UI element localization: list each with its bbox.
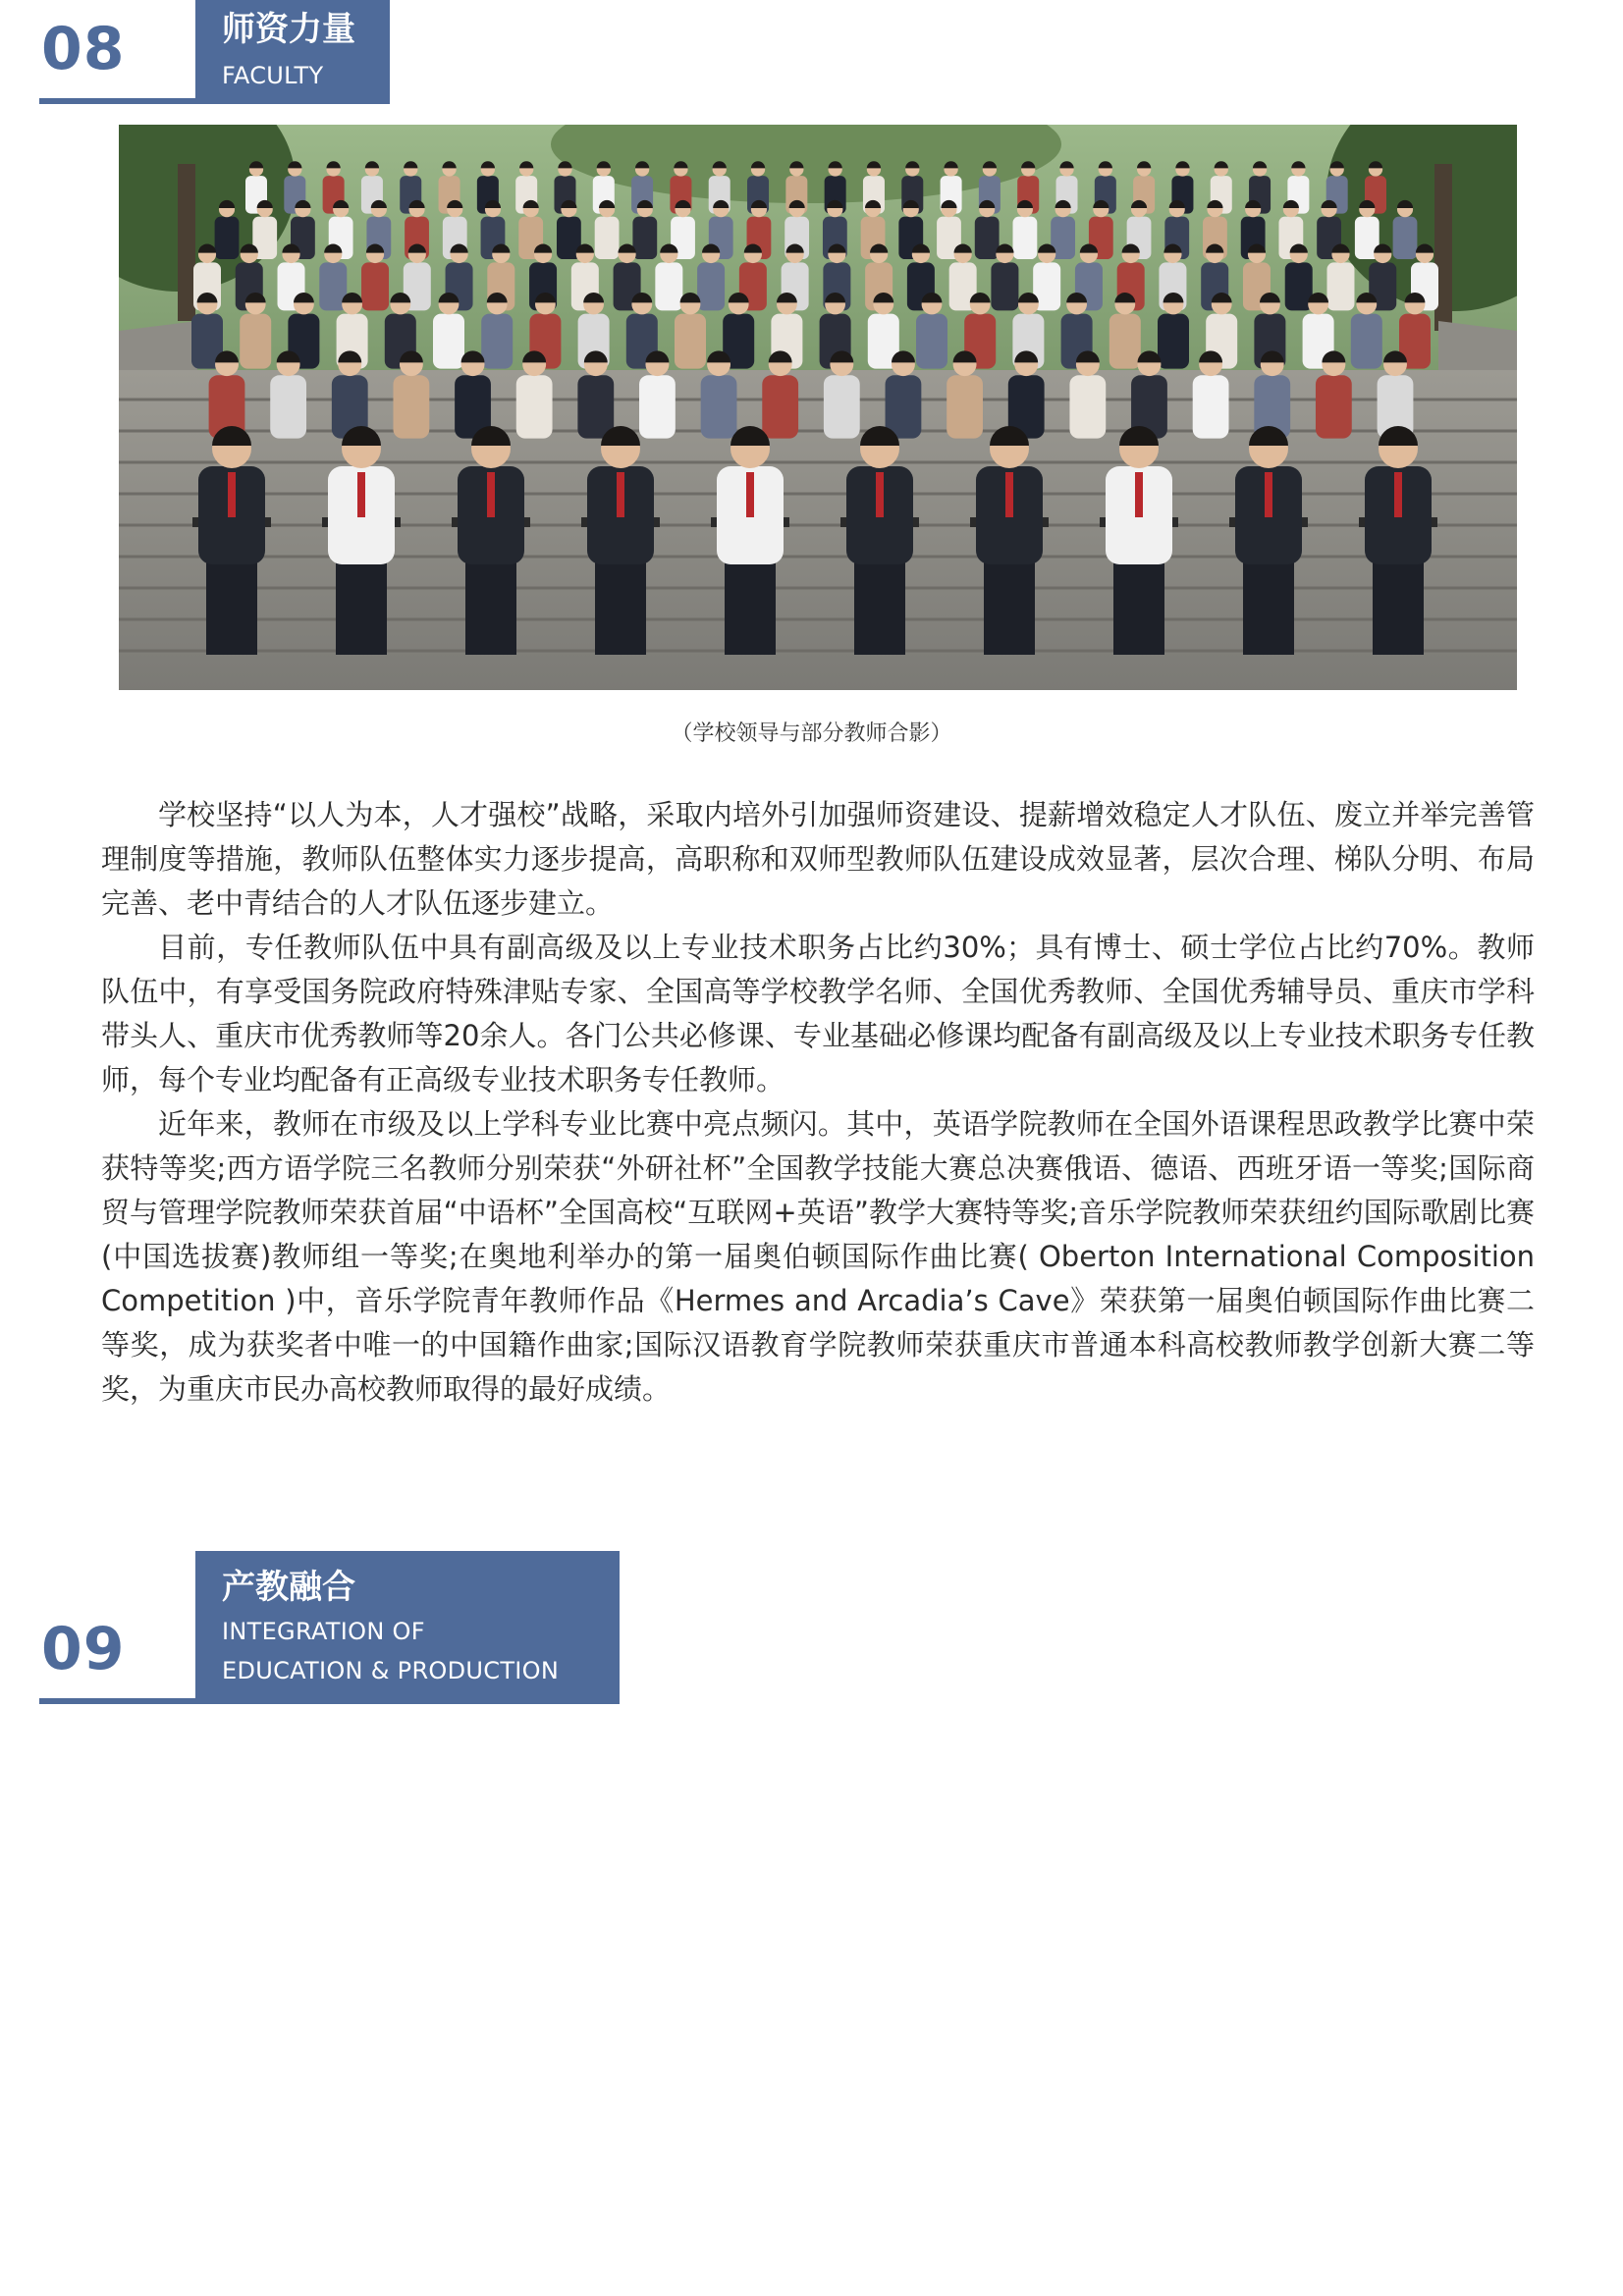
person-legs — [854, 557, 905, 655]
person-body — [1393, 217, 1418, 259]
person-legs — [725, 557, 776, 655]
person-legs — [336, 557, 387, 655]
person-body — [947, 375, 983, 438]
person-tie — [357, 472, 365, 517]
person-body — [215, 217, 240, 259]
person-legs — [984, 557, 1035, 655]
person-body — [361, 262, 389, 310]
person-tie — [876, 472, 884, 517]
person-tie — [617, 472, 624, 517]
person-body — [393, 375, 429, 438]
section-subtitle: FACULTY — [222, 62, 324, 89]
person-tie — [1394, 472, 1402, 517]
body-text — [101, 793, 1535, 1412]
photo-caption: （学校领导与部分教师合影） — [671, 721, 952, 746]
person-body — [762, 375, 798, 438]
paragraph-1: 学校坚持“以人为本，人才强校”战略，采取内培外引加强师资建设、提薪增效稳定人才队伍、废立并举完善管理制度等措施，教师队伍整体实力逐步提高，高职称和双师型教师队伍建设成效显著，层次合理、梯队分明、布局完善、老中青结合的人才队伍逐步建立。 — [101, 798, 1535, 920]
group-photo-illustration — [119, 125, 1517, 690]
section-title: 产教融合 — [222, 1568, 355, 1607]
person-legs — [1243, 557, 1294, 655]
person-legs — [1113, 557, 1164, 655]
person-body — [824, 375, 860, 438]
person-body — [516, 375, 553, 438]
person-body — [433, 314, 464, 369]
person-body — [1193, 375, 1229, 438]
person-body — [697, 262, 725, 310]
person-body — [1326, 262, 1354, 310]
section-rule — [39, 1698, 196, 1704]
person-legs — [206, 557, 257, 655]
paragraph-2: 目前，专任教师队伍中具有副高级及以上专业技术职务占比约30%；具有博士、硕士学位占比约70%。教师队伍中，有享受国务院政府特殊津贴专家、全国高等学校教学名师、全国优秀教师、全国优秀辅导员、重庆市学科带头人、重庆市优秀教师等20余人。各门公共必修课、专业基础必修课均配备有副高级及以上专业技术职务专任教师，每个专业均配备有正高级专业技术职务专任教师。 — [101, 931, 1535, 1096]
person-tie — [1265, 472, 1272, 517]
person-body — [975, 217, 1000, 259]
person-body — [1013, 217, 1038, 259]
section-subtitle-line1: INTEGRATION OF — [222, 1618, 425, 1645]
person-legs — [1373, 557, 1424, 655]
paragraph-3: 近年来，教师在市级及以上学科专业比赛中亮点频闪。其中，英语学院教师在全国外语课程思政教学比赛中荣获特等奖;西方语学院三名教师分别荣获“外研社杯”全国教学技能大赛总决赛俄语、德语、西班牙语一等奖;国际商贸与管理学院教师荣获首届“中语杯”全国高校“互联网+英语”教学大赛特等奖;音乐学院教师荣获纽约国际歌剧比赛(中国选拔赛)教师组一等奖;在奥地利举办的第一届奥伯顿国际作曲比赛( Oberton International Composition Competition )中，音乐学院青年教师作品《Hermes and Arcadia’s Cave》荣获第一届奥伯顿国际作曲比赛二等奖，成为获奖者中唯一的中国籍作曲家;国际汉语教育学院教师荣获重庆市普通本科高校教师教学创新大赛二等奖，为重庆市民办高校教师取得的最好成绩。 — [101, 1107, 1535, 1406]
person-body — [655, 262, 682, 310]
person-body — [701, 375, 737, 438]
person-body — [481, 314, 513, 369]
person-body — [1109, 314, 1141, 369]
person-body — [991, 262, 1018, 310]
person-tie — [487, 472, 495, 517]
person-body — [270, 375, 306, 438]
person-tie — [228, 472, 236, 517]
section-title-box — [195, 1551, 620, 1704]
person-body — [577, 375, 614, 438]
person-body — [1158, 314, 1189, 369]
person-legs — [465, 557, 516, 655]
person-body — [595, 217, 620, 259]
person-body — [632, 217, 657, 259]
person-body — [240, 314, 271, 369]
section-subtitle-line2: EDUCATION & PRODUCTION — [222, 1657, 560, 1684]
section-title: 师资力量 — [222, 10, 355, 49]
person-body — [1069, 375, 1106, 438]
section-number: 09 — [41, 1615, 126, 1683]
person-body — [916, 314, 947, 369]
group-photo — [119, 125, 1517, 690]
person-legs — [595, 557, 646, 655]
person-body — [675, 314, 706, 369]
person-tie — [1005, 472, 1013, 517]
section-title-box — [195, 0, 390, 104]
person-body — [639, 375, 676, 438]
person-tie — [1135, 472, 1143, 517]
person-body — [886, 375, 922, 438]
person-body — [1316, 375, 1352, 438]
section-rule — [39, 98, 196, 104]
section-number: 08 — [41, 15, 126, 83]
person-tie — [746, 472, 754, 517]
person-body — [1351, 314, 1382, 369]
